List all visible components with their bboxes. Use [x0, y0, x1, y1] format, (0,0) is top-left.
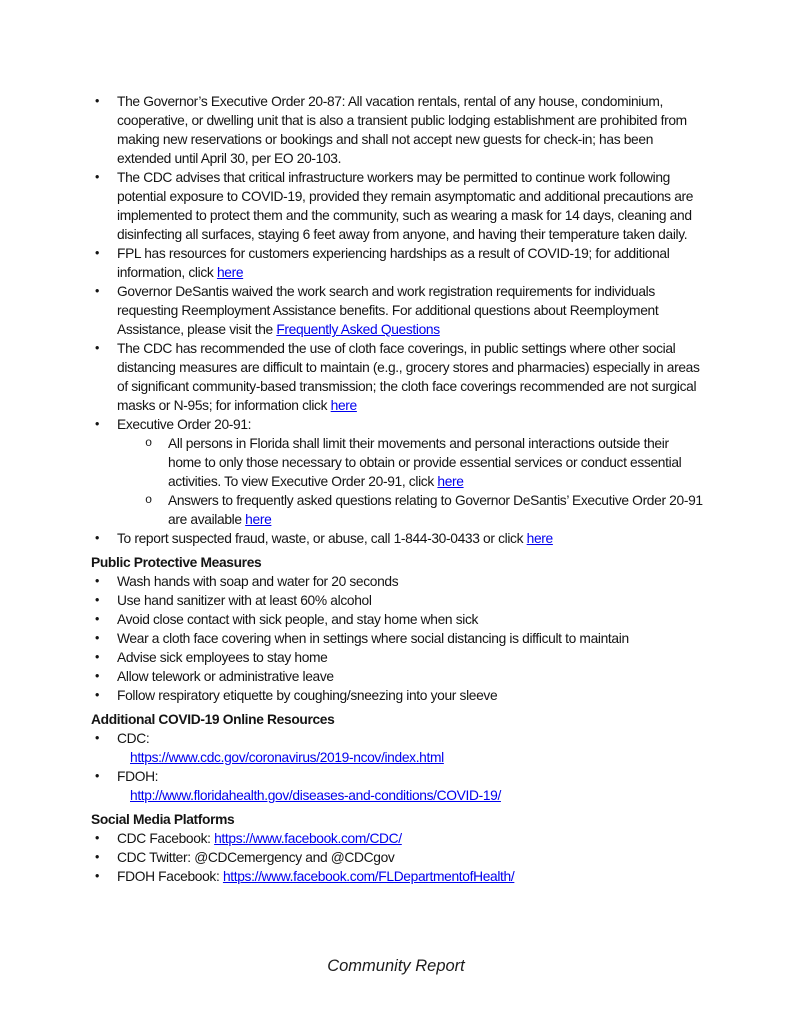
- text-content: [117, 282, 705, 339]
- text-content: [117, 667, 705, 686]
- text-content: [117, 848, 705, 867]
- bullet-disc-marker: •: [95, 631, 100, 645]
- bullet-wear-covering: [91, 629, 705, 648]
- line-cdc-url: [130, 748, 705, 767]
- subbullet-eo-20-91-faq: [145, 491, 705, 529]
- bullet-disc-marker: •: [95, 341, 100, 355]
- bullet-report-fraud: [91, 529, 705, 548]
- fraud-report-here-link[interactable]: here: [526, 531, 553, 546]
- text-content: [117, 867, 705, 886]
- text-run: To report suspected fraud, waste, or abuse, call 1-844-30-0433 or click: [117, 531, 527, 546]
- text-run: Advise sick employees to stay home: [117, 650, 328, 665]
- bullet-circle-marker: o: [145, 493, 153, 507]
- bullet-disc-marker: •: [95, 769, 100, 783]
- bullet-disc-marker: •: [95, 531, 100, 545]
- document-body: [91, 92, 705, 886]
- text-content: [117, 572, 705, 591]
- fdoh-covid-url-link[interactable]: http://www.floridahealth.gov/diseases-and-conditions/COVID-19/: [130, 788, 501, 803]
- text-content: [117, 415, 705, 434]
- text-run: Social Media Platforms: [91, 812, 235, 827]
- bullet-disc-marker: •: [95, 850, 100, 864]
- text-run: Avoid close contact with sick people, and stay home when sick: [117, 612, 479, 627]
- text-content: [117, 339, 705, 415]
- text-run: Executive Order 20-91:: [117, 417, 252, 432]
- bullet-eo-20-87: [91, 92, 705, 168]
- text-run: FPL has resources for customers experiencing hardships as a result of COVID-19; for additional information, click: [117, 246, 670, 280]
- bullet-wash-hands: [91, 572, 705, 591]
- text-run: CDC:: [117, 731, 150, 746]
- text-content: [91, 555, 261, 570]
- text-content: [117, 686, 705, 705]
- bullet-disc-marker: •: [95, 284, 100, 298]
- reemployment-faq-link[interactable]: Frequently Asked Questions: [276, 322, 440, 337]
- text-run: Wash hands with soap and water for 20 seconds: [117, 574, 399, 589]
- text-content: [117, 729, 705, 748]
- text-run: FDOH:: [117, 769, 159, 784]
- bullet-disc-marker: •: [95, 417, 100, 431]
- text-run: Governor DeSantis waived the work search and work registration requirements for individuals requesting Reemployment Assistance benefits. For additional questions about Reemployment Assistance, please visit the: [117, 284, 659, 337]
- text-run: The Governor’s Executive Order 20-87: All vacation rentals, rental of any house, condominium, cooperative, or dwelling unit that is also a transient public lodging establishment are prohibited from making new reservations or bookings and shall not accept new guests for check-in; has been extended until April 30, per EO 20-103.: [117, 94, 687, 166]
- text-run: The CDC advises that critical infrastructure workers may be permitted to continue work following potential exposure to COVID-19, provided they remain asymptomatic and additional precautions are implemented to protect them and the community, such as wearing a mask for 14 days, cleaning and disinfecting all surfaces, staying 6 feet away from anyone, and having their temperature taken daily.: [117, 170, 694, 242]
- bullet-disc-marker: •: [95, 650, 100, 664]
- text-run: CDC Facebook:: [117, 831, 215, 846]
- line-fdoh-url: [130, 786, 705, 805]
- fdoh-facebook-url-link[interactable]: https://www.facebook.com/FLDepartmentofHealth/: [222, 869, 515, 884]
- cdc-coronavirus-url-link[interactable]: https://www.cdc.gov/coronavirus/2019-ncov/index.html: [130, 750, 444, 765]
- eo-20-91-here-link[interactable]: here: [437, 474, 464, 489]
- heading-social-media-platforms: [91, 810, 705, 829]
- text-run: Answers to frequently asked questions relating to Governor DeSantis’ Executive Order 20-91 are available: [168, 493, 703, 527]
- bullet-allow-telework: [91, 667, 705, 686]
- bullet-reemployment-assistance: [91, 282, 705, 339]
- text-run: Public Protective Measures: [91, 555, 262, 570]
- text-run: FDOH Facebook:: [117, 869, 223, 884]
- bullet-disc-marker: •: [95, 574, 100, 588]
- bullet-disc-marker: •: [95, 731, 100, 745]
- text-content: [117, 168, 705, 244]
- text-content: [91, 812, 234, 827]
- fpl-here-link[interactable]: here: [216, 265, 244, 280]
- text-content: [168, 434, 705, 491]
- text-run: The CDC has recommended the use of cloth face coverings, in public settings where other social distancing measures are difficult to maintain (e.g., grocery stores and pharmacies) especially in areas of significant community-based transmission; the cloth face coverings recommended are not surgical masks or N-95s; for information click: [117, 341, 700, 413]
- heading-public-protective-measures: [91, 553, 705, 572]
- bullet-avoid-contact: [91, 610, 705, 629]
- text-content: [117, 244, 705, 282]
- bullet-disc-marker: •: [95, 831, 100, 845]
- text-content: [117, 648, 705, 667]
- text-content: [130, 750, 444, 765]
- text-content: [117, 92, 705, 168]
- bullet-cdc-twitter: [91, 848, 705, 867]
- bullet-disc-marker: •: [95, 94, 100, 108]
- bullet-advise-sick-employees: [91, 648, 705, 667]
- bullet-cdc-facebook: [91, 829, 705, 848]
- bullet-disc-marker: •: [95, 246, 100, 260]
- text-content: [130, 788, 501, 803]
- heading-additional-resources: [91, 710, 705, 729]
- text-run: Allow telework or administrative leave: [117, 669, 334, 684]
- text-content: [117, 610, 705, 629]
- bullet-eo-20-91: [91, 415, 705, 434]
- text-content: [117, 829, 705, 848]
- eo-20-91-faq-here-link[interactable]: here: [245, 512, 272, 527]
- bullet-disc-marker: •: [95, 612, 100, 626]
- text-run: Use hand sanitizer with at least 60% alcohol: [117, 593, 372, 608]
- text-run: All persons in Florida shall limit their movements and personal interactions outside their home to only those necessary to obtain or provide essential services or conduct essential activities. To view Executive Order 20-91, click: [168, 436, 682, 489]
- bullet-circle-marker: o: [145, 436, 153, 450]
- text-content: [117, 629, 705, 648]
- bullet-cdc-critical-workers: [91, 168, 705, 244]
- page-footer-title: Community Report: [327, 957, 465, 975]
- text-content: [117, 767, 705, 786]
- bullet-fdoh-facebook: [91, 867, 705, 886]
- bullet-cdc-label: [91, 729, 705, 748]
- bullet-disc-marker: •: [95, 688, 100, 702]
- subbullet-eo-20-91-limit-movements: [145, 434, 705, 491]
- bullet-cloth-face-coverings: [91, 339, 705, 415]
- text-run: Wear a cloth face covering when in settings where social distancing is difficult to maintain: [117, 631, 629, 646]
- bullet-hand-sanitizer: [91, 591, 705, 610]
- text-content: [117, 591, 705, 610]
- bullet-disc-marker: •: [95, 669, 100, 683]
- cdc-facebook-url-link[interactable]: https://www.facebook.com/CDC/: [214, 831, 402, 846]
- face-coverings-here-link[interactable]: here: [330, 398, 357, 413]
- bullet-disc-marker: •: [95, 170, 100, 184]
- text-content: [168, 491, 705, 529]
- text-content: [117, 529, 705, 548]
- text-run: CDC Twitter: @CDCemergency and @CDCgov: [117, 850, 395, 865]
- bullet-fdoh-label: [91, 767, 705, 786]
- bullet-disc-marker: •: [95, 593, 100, 607]
- text-content: [91, 712, 334, 727]
- bullet-respiratory-etiquette: [91, 686, 705, 705]
- bullet-disc-marker: •: [95, 869, 100, 883]
- bullet-fpl-resources: [91, 244, 705, 282]
- text-run: Follow respiratory etiquette by coughing/sneezing into your sleeve: [117, 688, 498, 703]
- text-run: Additional COVID-19 Online Resources: [91, 712, 335, 727]
